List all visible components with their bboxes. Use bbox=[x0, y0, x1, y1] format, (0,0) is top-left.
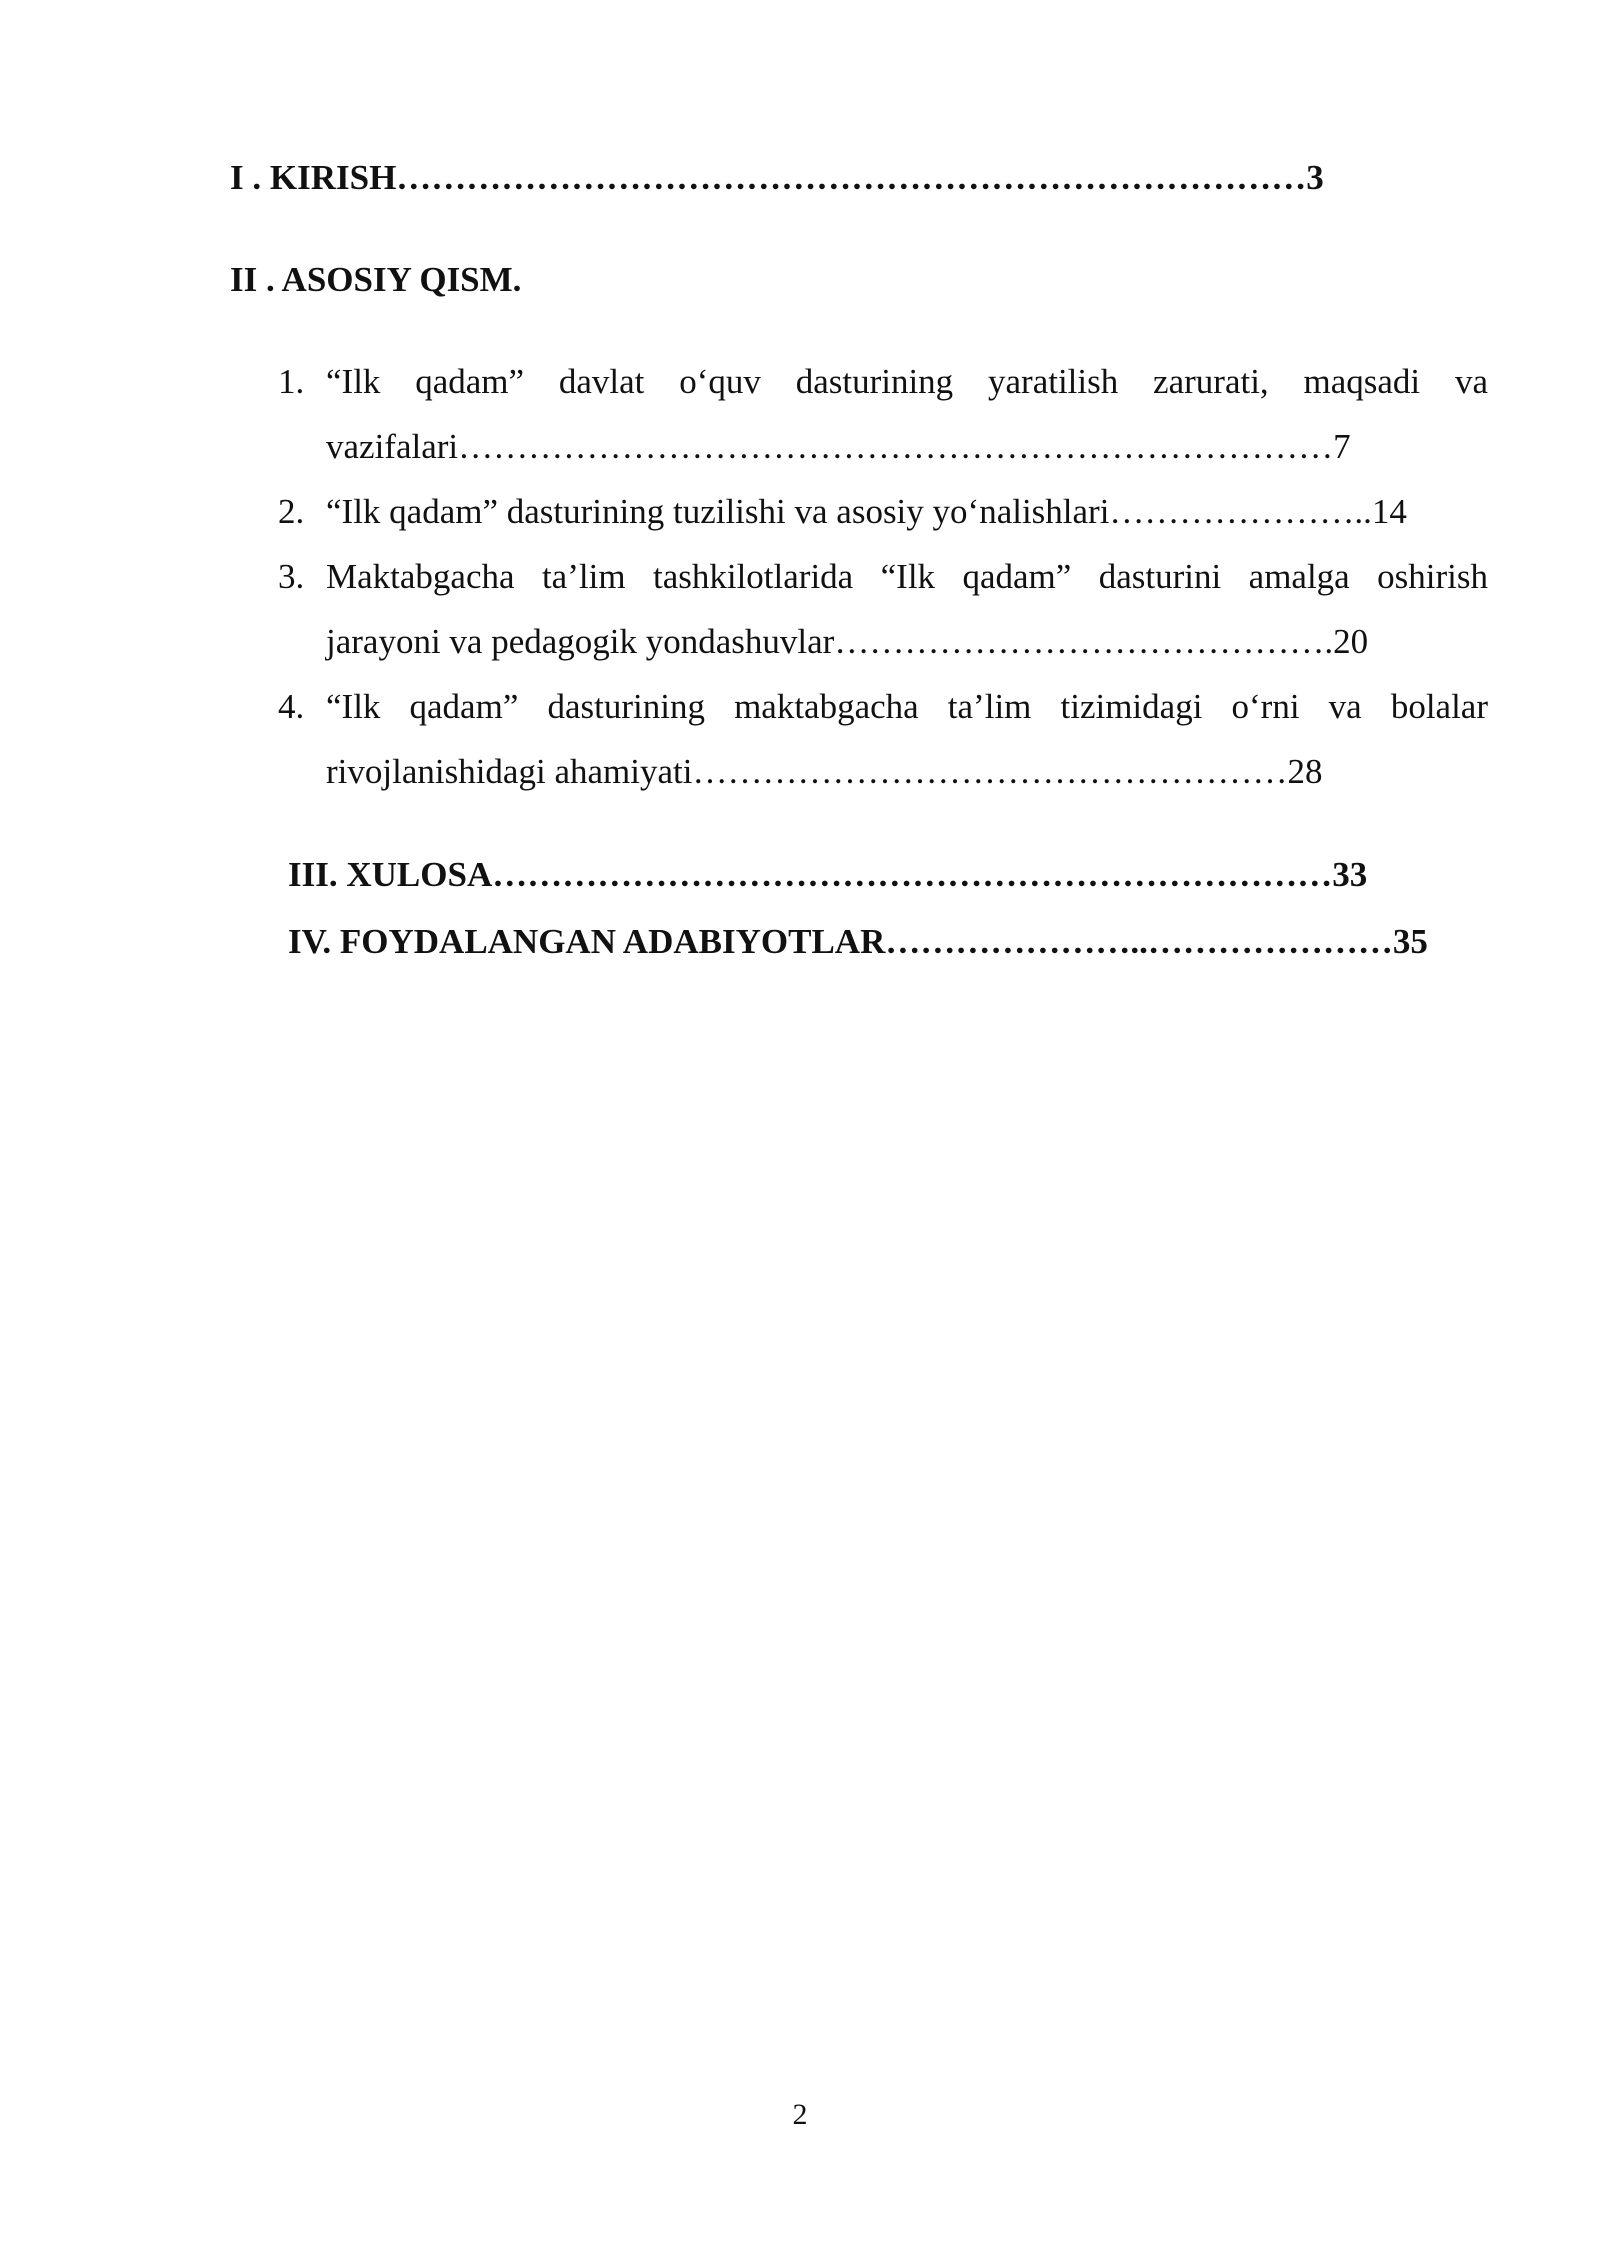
toc-item-number: 3. bbox=[278, 557, 305, 596]
toc-item-3-line-1: Maktabgacha ta’lim tashkilotlarida “Ilk qadam” dasturini amalga oshirish bbox=[326, 557, 1488, 596]
toc-item-1-line-2: vazifalari…………………………………………………………………7 bbox=[326, 427, 1351, 466]
toc-entry-adabiyotlar: IV. FOYDALANGAN ADABIYOTLAR…………………..…………………35 bbox=[288, 922, 1428, 961]
toc-section-asosiy-qism: II . ASOSIY QISM. bbox=[230, 260, 522, 299]
toc-item-3-line-2: jarayoni va pedagogik yondashuvlar…………………………………….20 bbox=[326, 622, 1369, 661]
toc-item-1-line-1: “Ilk qadam” davlat o‘quv dasturining yaratilish zarurati, maqsadi va bbox=[326, 362, 1488, 401]
toc-item-4-line-1: “Ilk qadam” dasturining maktabgacha ta’lim tizimidagi o‘rni va bolalar bbox=[326, 687, 1488, 726]
toc-item-2-line-1: “Ilk qadam” dasturining tuzilishi va asosiy yo‘nalishlari…………………..14 bbox=[326, 492, 1407, 531]
toc-entry-kirish: I . KIRISH……………………………………………………………………3 bbox=[230, 158, 1324, 197]
toc-item-4-line-2: rivojlanishidagi ahamiyati……………………………………………28 bbox=[326, 752, 1323, 791]
toc-item-number: 4. bbox=[278, 687, 305, 726]
toc-entry-xulosa: III. XULOSA………………………………………………………………33 bbox=[288, 855, 1368, 894]
toc-item-number: 2. bbox=[278, 492, 305, 531]
page-number: 2 bbox=[792, 2098, 808, 2131]
toc-item-number: 1. bbox=[278, 362, 305, 401]
